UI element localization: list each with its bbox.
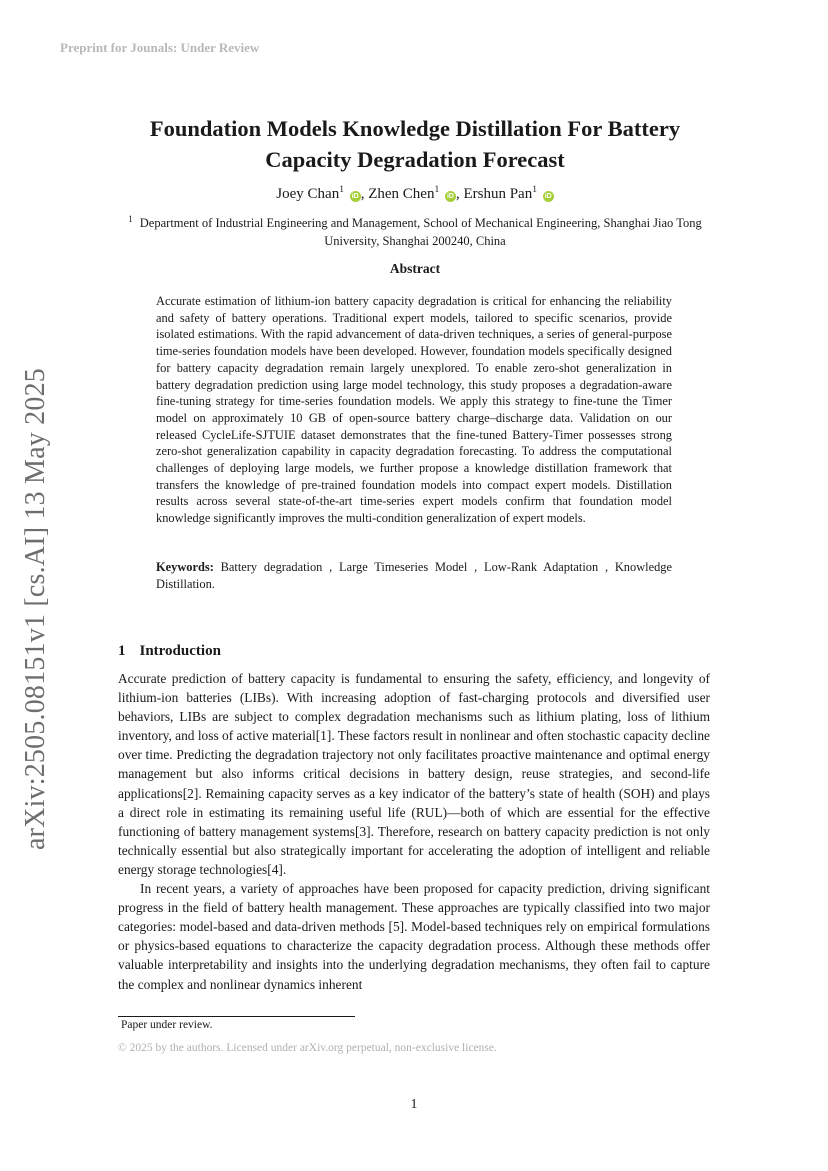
keywords (156, 559, 672, 592)
footnote: Paper under review. (121, 1019, 213, 1031)
author-name: Zhen Chen (368, 186, 435, 202)
section-body (118, 669, 710, 994)
orcid-icon[interactable]: iD (544, 193, 552, 200)
author-name: Ershun Pan (463, 186, 533, 202)
section-title: Introduction (139, 643, 221, 659)
footnote-rule (118, 1016, 355, 1017)
affiliation-text: Department of Industrial Engineering and Management, School of Mechanical Engineering, Shanghai Jiao Tong University, Shanghai 200240, China (139, 216, 702, 248)
keywords-label: Keywords: (156, 560, 214, 574)
orcid-icon[interactable]: iD (351, 193, 359, 200)
affiliation-mark: 1 (128, 214, 133, 224)
license-notice: © 2025 by the authors. Licensed under arXiv.org perpetual, non-exclusive license. (118, 1042, 497, 1054)
abstract-text: Accurate estimation of lithium-ion battery capacity degradation is critical for enhancing the reliability and safety of battery operations. Traditional expert models, tailored to specific scenarios, provide isolated estimations. With the rapid advancement of data-driven techniques, a series of general-purpose time-series foundation models have been developed. However, foundation models specifically designed for battery capacity degradation remain largely unexplored. To enable zero-shot generalization in battery degradation prediction using large model technology, this study proposes a degradation-aware fine-tuning strategy for time-series foundation models. We apply this strategy to fine-tune the Timer model on approximately 10 GB of open-source battery charge–discharge data. Validation on our released CycleLife-SJTUIE dataset demonstrates that the fine-tuned Battery-Timer possesses strong zero-shot generalization capability in capacity degradation forecasting. To address the computational challenges of deploying large models, we further propose a knowledge distillation framework that transfers the knowledge of pre-trained foundation models into compact expert models. Distillation results across several state-of-the-art time-series expert models confirm that foundation model knowledge significantly improves the multi-condition generalization of expert models. (156, 294, 672, 526)
section-number: 1 (118, 643, 126, 659)
orcid-icon[interactable]: iD (446, 193, 454, 200)
keywords-text: Battery degradation , Large Timeseries Model , Low-Rank Adaptation , Knowledge Distillation. (156, 560, 672, 591)
preprint-note: Preprint for Jounals: Under Review (60, 40, 260, 55)
author-affiliation-mark: 1 (532, 185, 537, 195)
author-affiliation-mark: 1 (339, 185, 344, 195)
abstract-heading: Abstract (389, 261, 441, 276)
section-heading (118, 643, 221, 660)
author-name: Joey Chan (276, 186, 340, 202)
author-affiliation-mark: 1 (434, 185, 440, 195)
arxiv-identifier: arXiv:2505.08151v1 [cs.AI] 13 May 2025 (20, 368, 51, 850)
affiliation (120, 211, 710, 250)
page-number: 1 (410, 1097, 418, 1112)
body-paragraph: In recent years, a variety of approaches have been proposed for capacity prediction, driving significant progress in the field of battery health management. These approaches are typically classified into two major categories: model-based and data-driven methods [5]. Model-based techniques rely on empirical formulations or physics-based equations to characterize the capacity degradation process. Although these methods offer valuable interpretability and insights into the underlying degradation mechanisms, they often fail to capture the complex and nonlinear dynamics inherent (118, 881, 710, 992)
body-paragraph: Accurate prediction of battery capacity is fundamental to ensuring the safety, efficiency, and longevity of lithium-ion batteries (LIBs). With increasing adoption of fast-charging protocols and diversified user behaviors, LIBs are subject to complex degradation mechanisms such as lithium plating, loss of lithium inventory, and loss of active material[1]. These factors result in nonlinear and often stochastic capacity decline over time. Predicting the degradation trajectory not only facilitates proactive maintenance and optimal energy management but also informs critical decisions in battery design, reuse strategies, and second-life applications[2]. Remaining capacity serves as a key indicator of the battery’s state of health (SOH) and plays a direct role in estimating its remaining useful life (RUL)—both of which are essential for the effective functioning of battery management systems[3]. Therefore, research on battery capacity prediction is not only technically essential but also strategically important for accelerating the adoption of intelligent and reliable energy storage technologies[4]. (118, 671, 710, 877)
paper-title: Foundation Models Knowledge Distillation For Battery Capacity Degradation Forecast (149, 116, 681, 172)
author-list: Joey Chan$^1$ iD , Zhen Chen$^1$ iD , Ershun Pan$^1$ iD (276, 185, 552, 202)
